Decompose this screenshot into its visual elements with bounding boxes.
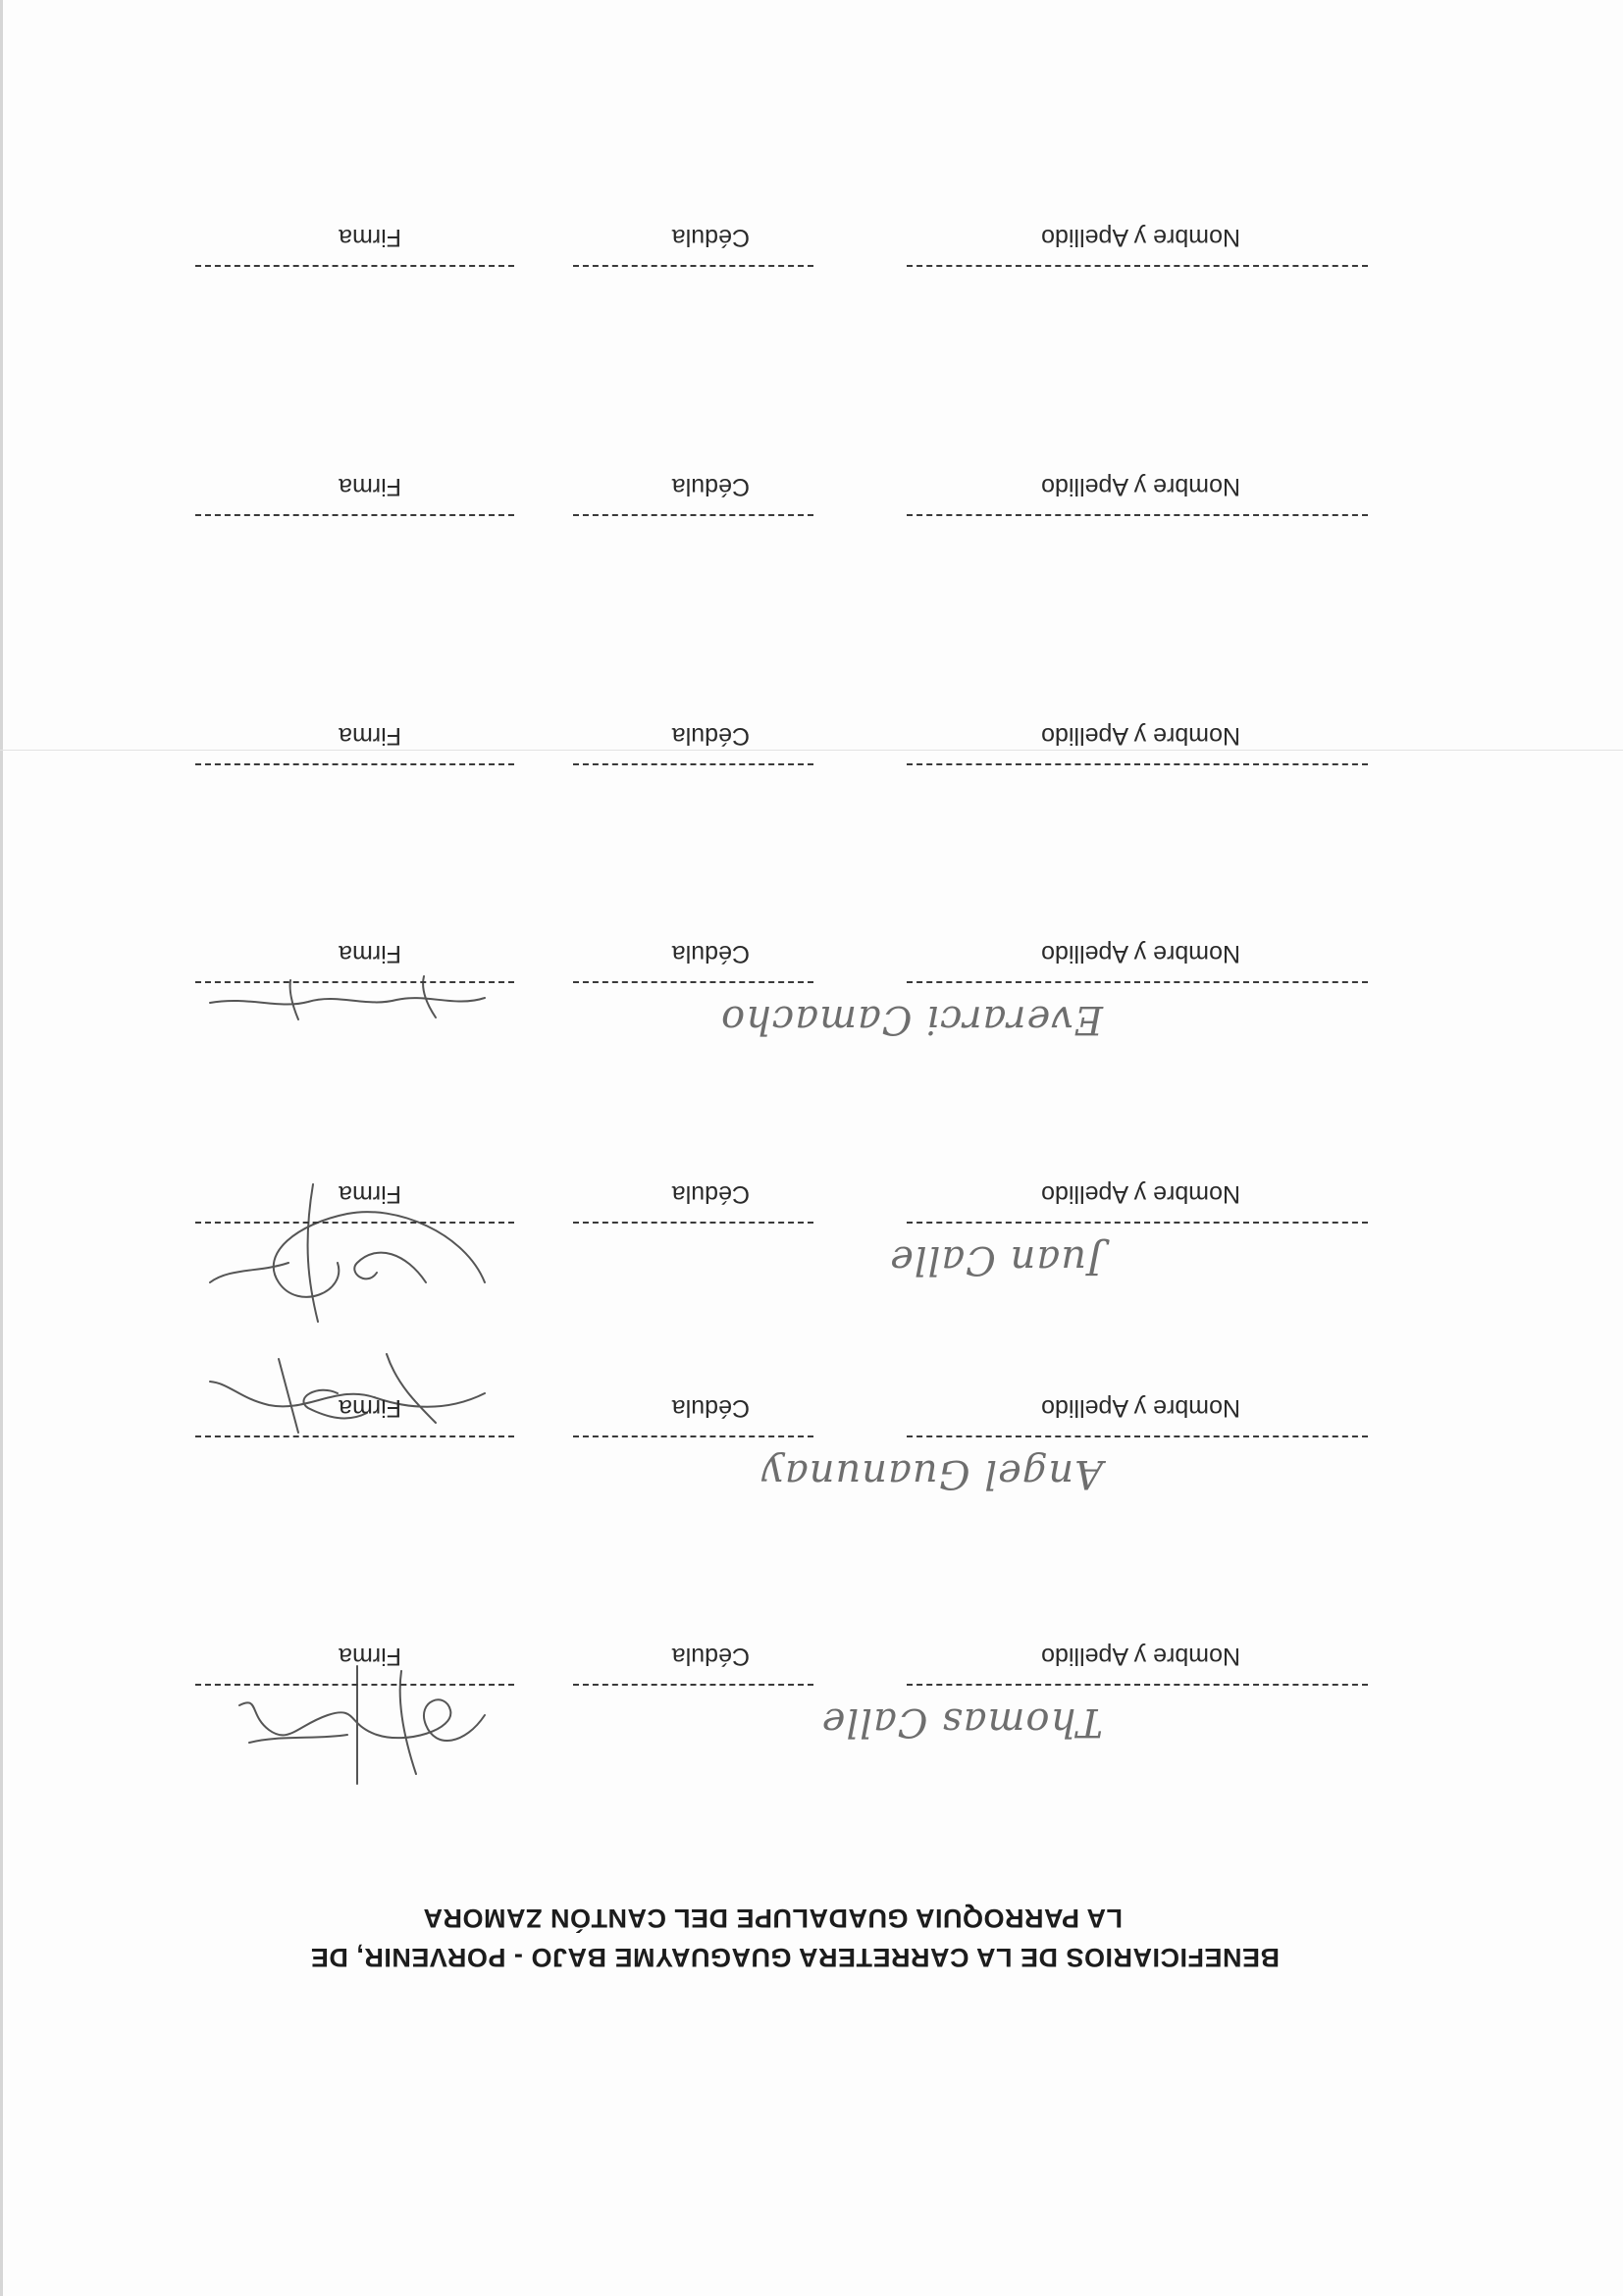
name-field bbox=[907, 716, 1368, 775]
beneficiary-row bbox=[0, 1174, 1623, 1282]
signature-field bbox=[195, 716, 514, 775]
title-line-1: BENEFICIARIOS DE LA CARRETERA GUAGUAYME BAJO - PORVENIR, DE bbox=[310, 1943, 1280, 1972]
id-field bbox=[573, 467, 813, 526]
signature-label: Firma bbox=[339, 224, 401, 251]
beneficiary-row bbox=[0, 467, 1623, 526]
id-field bbox=[573, 1637, 813, 1696]
name-label: Nombre y Apellido bbox=[1041, 1180, 1240, 1208]
name-label: Nombre y Apellido bbox=[1041, 722, 1240, 750]
name-field bbox=[760, 1388, 1368, 1496]
dashed-line bbox=[195, 1222, 514, 1224]
name-field bbox=[820, 1637, 1368, 1745]
dashed-line bbox=[573, 514, 813, 516]
name-label: Nombre y Apellido bbox=[1041, 1643, 1240, 1670]
signature-label: Firma bbox=[339, 473, 401, 500]
name-field bbox=[907, 218, 1368, 277]
signature-label: Firma bbox=[339, 1180, 401, 1208]
dashed-line bbox=[195, 981, 514, 983]
name-field bbox=[889, 1174, 1368, 1282]
handwritten-name: Thomas Calle bbox=[820, 1699, 1103, 1745]
beneficiary-row bbox=[0, 1388, 1623, 1496]
signature-label: Firma bbox=[339, 722, 401, 750]
handwritten-name: Angel Guanunay bbox=[760, 1451, 1103, 1496]
document-title bbox=[131, 1899, 1280, 1977]
dashed-line bbox=[907, 763, 1368, 765]
name-label: Nombre y Apellido bbox=[1041, 224, 1240, 251]
dashed-line bbox=[573, 265, 813, 267]
dashed-line bbox=[195, 514, 514, 516]
name-field bbox=[907, 467, 1368, 526]
dashed-line bbox=[195, 1684, 514, 1686]
signature-field bbox=[195, 1388, 514, 1447]
beneficiary-row bbox=[0, 716, 1623, 775]
beneficiary-row bbox=[0, 934, 1623, 1042]
signature-field bbox=[195, 1174, 514, 1233]
dashed-line bbox=[195, 265, 514, 267]
handwritten-name: Everarci Camacho bbox=[720, 997, 1103, 1042]
dashed-line bbox=[195, 1435, 514, 1437]
beneficiary-row bbox=[0, 1637, 1623, 1745]
dashed-line bbox=[195, 763, 514, 765]
id-label: Cédula bbox=[671, 1394, 750, 1422]
signature-mark bbox=[190, 1656, 504, 1803]
signature-field bbox=[195, 467, 514, 526]
id-label: Cédula bbox=[671, 1180, 750, 1208]
beneficiary-row bbox=[0, 218, 1623, 277]
name-label: Nombre y Apellido bbox=[1041, 1394, 1240, 1422]
dashed-line bbox=[907, 265, 1368, 267]
id-label: Cédula bbox=[671, 722, 750, 750]
dashed-line bbox=[907, 981, 1368, 983]
id-label: Cédula bbox=[671, 1643, 750, 1670]
name-field bbox=[720, 934, 1368, 1042]
signature-field bbox=[195, 934, 514, 993]
id-field bbox=[573, 934, 813, 993]
signature-field bbox=[195, 218, 514, 277]
id-field bbox=[573, 716, 813, 775]
title-line-2: LA PARROQUIA GUADALUPE DEL CANTÓN ZAMORA bbox=[423, 1904, 1123, 1933]
id-field bbox=[573, 1174, 813, 1233]
dashed-line bbox=[907, 1222, 1368, 1224]
dashed-line bbox=[573, 1684, 813, 1686]
id-label: Cédula bbox=[671, 940, 750, 967]
signature-field bbox=[195, 1637, 514, 1696]
signature-label: Firma bbox=[339, 940, 401, 967]
scan-edge bbox=[0, 0, 3, 2296]
dashed-line bbox=[573, 1222, 813, 1224]
dashed-line bbox=[573, 763, 813, 765]
dashed-line bbox=[907, 1435, 1368, 1437]
dashed-line bbox=[907, 1684, 1368, 1686]
dashed-line bbox=[907, 514, 1368, 516]
id-field bbox=[573, 1388, 813, 1447]
dashed-line bbox=[573, 981, 813, 983]
handwritten-name: Juan Calle bbox=[889, 1237, 1103, 1282]
signature-mark bbox=[200, 968, 495, 1037]
name-label: Nombre y Apellido bbox=[1041, 473, 1240, 500]
dashed-line bbox=[573, 1435, 813, 1437]
signature-label: Firma bbox=[339, 1643, 401, 1670]
name-label: Nombre y Apellido bbox=[1041, 940, 1240, 967]
id-label: Cédula bbox=[671, 224, 750, 251]
id-field bbox=[573, 218, 813, 277]
id-label: Cédula bbox=[671, 473, 750, 500]
signature-label: Firma bbox=[339, 1394, 401, 1422]
